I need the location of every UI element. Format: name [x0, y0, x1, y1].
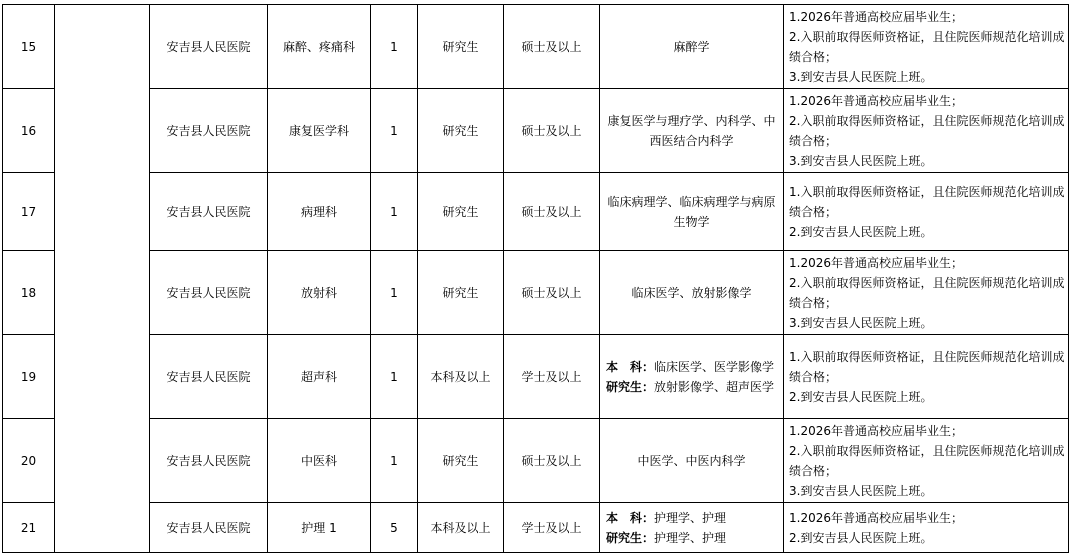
education-requirement: 本科及以上: [418, 503, 504, 553]
requirement-line: 1.2026年普通高校应届毕业生；: [789, 423, 963, 438]
table-row: [3, 5, 1069, 89]
other-requirements: [784, 335, 1069, 419]
major-segment-text: 临床医学、医学影像学: [654, 359, 775, 374]
requirement-line: 1.2026年普通高校应届毕业生；: [789, 93, 963, 108]
row-number: 17: [3, 173, 55, 251]
other-requirements: [784, 503, 1069, 553]
requirement-line: 1.2026年普通高校应届毕业生；: [789, 255, 963, 270]
position-name: 护理 1: [268, 503, 371, 553]
other-requirements: [784, 5, 1069, 89]
requirement-line: 1.2026年普通高校应届毕业生；: [789, 9, 963, 24]
other-requirements: [784, 173, 1069, 251]
education-requirement: 研究生: [418, 419, 504, 503]
other-requirements: [784, 251, 1069, 335]
major-segment: [606, 357, 779, 377]
hire-count: 1: [371, 251, 418, 335]
major-segment-text: 中医学、中医内科学: [637, 453, 746, 468]
major-segment-label: 本 科：: [606, 510, 655, 525]
row-number: 15: [3, 5, 55, 89]
major-segment-text: 康复医学与理疗学、内科学、中西医结合内科学: [607, 113, 776, 148]
major-segment: [604, 111, 779, 151]
education-requirement: 研究生: [418, 173, 504, 251]
position-name: 放射科: [268, 251, 371, 335]
requirement-line: 2.入职前取得医师资格证，且住院医师规范化培训成绩合格；: [789, 275, 1065, 310]
degree-requirement: 硕士及以上: [504, 89, 600, 173]
requirement-line: 2.到安吉县人民医院上班。: [789, 389, 933, 404]
education-requirement: 研究生: [418, 5, 504, 89]
table-row: [3, 173, 1069, 251]
degree-requirement: 硕士及以上: [504, 419, 600, 503]
education-requirement: 研究生: [418, 89, 504, 173]
row-number: 18: [3, 251, 55, 335]
requirement-line: 3.到安吉县人民医院上班。: [789, 315, 933, 330]
requirement-line: 2.入职前取得医师资格证，且住院医师规范化培训成绩合格；: [789, 443, 1065, 478]
table-row: [3, 419, 1069, 503]
major-segment: [604, 451, 779, 471]
major-segment: [604, 37, 779, 57]
position-name: 康复医学科: [268, 89, 371, 173]
unit-name: 安吉县人民医院: [150, 5, 268, 89]
unit-name: 安吉县人民医院: [150, 419, 268, 503]
major-segment-label: 研究生：: [606, 530, 655, 545]
requirement-line: 2.到安吉县人民医院上班。: [789, 530, 933, 545]
requirement-line: 3.到安吉县人民医院上班。: [789, 483, 933, 498]
table-body: [3, 5, 1069, 553]
major-segment-text: 临床医学、放射影像学: [631, 285, 752, 300]
major-requirement: [600, 173, 784, 251]
unit-name: 安吉县人民医院: [150, 503, 268, 553]
major-segment-text: 临床病理学、临床病理学与病原生物学: [607, 194, 776, 229]
row-number: 16: [3, 89, 55, 173]
major-segment: [606, 377, 779, 397]
recruitment-table: [2, 4, 1069, 553]
major-segment-text: 护理学、护理: [654, 530, 727, 545]
hire-count: 5: [371, 503, 418, 553]
requirement-line: 2.入职前取得医师资格证，且住院医师规范化培训成绩合格；: [789, 29, 1065, 64]
major-requirement: [600, 5, 784, 89]
position-name: 病理科: [268, 173, 371, 251]
major-segment-label: 本 科：: [606, 359, 655, 374]
unit-name: 安吉县人民医院: [150, 173, 268, 251]
other-requirements: [784, 419, 1069, 503]
degree-requirement: 硕士及以上: [504, 5, 600, 89]
major-requirement: [600, 503, 784, 553]
major-requirement: [600, 335, 784, 419]
other-requirements: [784, 89, 1069, 173]
degree-requirement: 学士及以上: [504, 503, 600, 553]
merged-category-cell: [55, 5, 150, 553]
requirement-line: 2.入职前取得医师资格证，且住院医师规范化培训成绩合格；: [789, 113, 1065, 148]
unit-name: 安吉县人民医院: [150, 251, 268, 335]
major-requirement: [600, 251, 784, 335]
table-row: [3, 251, 1069, 335]
major-segment-text: 放射影像学、超声医学: [654, 379, 775, 394]
education-requirement: 研究生: [418, 251, 504, 335]
major-segment-label: 研究生：: [606, 379, 655, 394]
hire-count: 1: [371, 5, 418, 89]
major-segment: [606, 508, 779, 528]
requirement-line: 1.入职前取得医师资格证，且住院医师规范化培训成绩合格；: [789, 184, 1065, 219]
major-segment: [604, 192, 779, 232]
major-segment: [606, 528, 779, 548]
row-number: 19: [3, 335, 55, 419]
position-name: 麻醉、疼痛科: [268, 5, 371, 89]
requirement-line: 1.2026年普通高校应届毕业生；: [789, 510, 963, 525]
row-number: 21: [3, 503, 55, 553]
hire-count: 1: [371, 89, 418, 173]
degree-requirement: 硕士及以上: [504, 173, 600, 251]
requirement-line: 1.入职前取得医师资格证，且住院医师规范化培训成绩合格；: [789, 349, 1065, 384]
table-row: [3, 335, 1069, 419]
degree-requirement: 学士及以上: [504, 335, 600, 419]
table-row: [3, 503, 1069, 553]
unit-name: 安吉县人民医院: [150, 335, 268, 419]
position-name: 中医科: [268, 419, 371, 503]
hire-count: 1: [371, 335, 418, 419]
major-segment-text: 麻醉学: [673, 39, 710, 54]
major-segment-text: 护理学、护理: [654, 510, 727, 525]
position-name: 超声科: [268, 335, 371, 419]
table-row: [3, 89, 1069, 173]
major-segment: [604, 283, 779, 303]
degree-requirement: 硕士及以上: [504, 251, 600, 335]
row-number: 20: [3, 419, 55, 503]
education-requirement: 本科及以上: [418, 335, 504, 419]
hire-count: 1: [371, 173, 418, 251]
major-requirement: [600, 89, 784, 173]
major-requirement: [600, 419, 784, 503]
requirement-line: 3.到安吉县人民医院上班。: [789, 153, 933, 168]
requirement-line: 3.到安吉县人民医院上班。: [789, 69, 933, 84]
unit-name: 安吉县人民医院: [150, 89, 268, 173]
requirement-line: 2.到安吉县人民医院上班。: [789, 224, 933, 239]
hire-count: 1: [371, 419, 418, 503]
